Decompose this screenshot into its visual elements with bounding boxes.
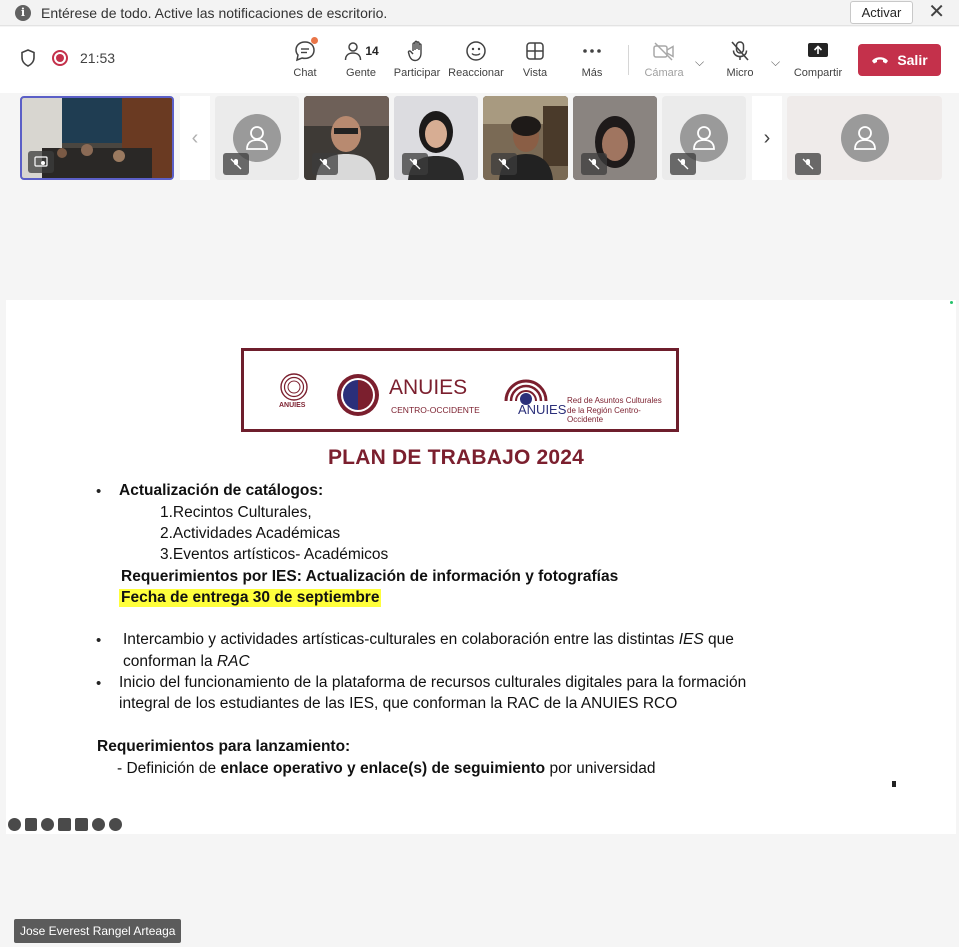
bullet2-line1-b: IES xyxy=(678,631,704,648)
logo-banner xyxy=(241,348,679,432)
anuies-main-label: ANUIES xyxy=(389,376,468,399)
bullet2-line1 xyxy=(123,631,734,649)
more-button[interactable] xyxy=(564,39,620,79)
mouse-cursor-icon xyxy=(892,781,896,787)
camera-button[interactable] xyxy=(636,39,692,79)
avatar xyxy=(841,114,889,162)
camera-off-icon xyxy=(652,39,676,63)
launch-a: - Definición de xyxy=(117,760,221,777)
rac-line2: de la Región Centro-Occidente xyxy=(567,406,641,424)
notification-bar xyxy=(0,0,959,26)
share-button[interactable] xyxy=(790,39,846,79)
more-icon xyxy=(582,39,602,63)
people-count: 14 xyxy=(365,44,379,58)
hand-icon xyxy=(407,39,427,63)
bullet2-line1-c: que xyxy=(703,631,734,648)
participant-tile[interactable] xyxy=(662,96,746,180)
bullet-dot: • xyxy=(96,632,102,649)
leave-label: Salir xyxy=(897,52,928,68)
unread-badge xyxy=(311,37,318,44)
mic-muted-icon xyxy=(581,153,607,175)
bullet-dot: • xyxy=(96,675,102,692)
launch-b: enlace operativo y enlace(s) de seguimiento xyxy=(220,760,546,777)
mic-label: Micro xyxy=(726,67,754,79)
shared-slide xyxy=(6,300,956,834)
bullet2-line2-a: conforman la xyxy=(123,653,217,670)
mic-options-chevron-icon[interactable]: ⌵ xyxy=(771,55,781,69)
people-icon xyxy=(343,41,363,61)
bullet-dot: • xyxy=(96,483,102,500)
raise-hand-label: Participar xyxy=(393,67,441,79)
slide-controls xyxy=(8,818,122,831)
status-indicator xyxy=(950,301,953,304)
launch-heading: Requerimientos para lanzamiento: xyxy=(97,738,351,755)
close-icon[interactable]: ✕ xyxy=(928,1,945,23)
mic-muted-icon xyxy=(670,153,696,175)
catalog-item: 2.Actividades Académicas xyxy=(160,525,341,542)
anuies-main-logo xyxy=(336,373,380,417)
zoom-icon[interactable] xyxy=(41,818,54,831)
content-share-icon xyxy=(28,151,54,173)
mic-muted-icon xyxy=(223,153,249,175)
recording-icon xyxy=(52,50,68,66)
info-icon: i xyxy=(15,5,31,21)
share-label: Compartir xyxy=(793,67,843,79)
previous-slide-icon[interactable] xyxy=(8,818,21,831)
participant-tile[interactable] xyxy=(787,96,942,180)
participant-tile[interactable] xyxy=(304,96,389,180)
anuies-logo-small xyxy=(276,371,312,401)
people-button[interactable] xyxy=(333,39,389,79)
participant-strip xyxy=(0,93,959,185)
meeting-toolbar xyxy=(0,27,959,93)
mic-muted-icon xyxy=(795,153,821,175)
bullet2-line2-b: RAC xyxy=(216,653,250,670)
presenter-name-tag: Jose Everest Rangel Arteaga xyxy=(14,919,181,943)
bullet2-line1-a: Intercambio y actividades artísticas-culturales en colaboración entre las distintas xyxy=(123,631,679,648)
requirements-ies-text: Requerimientos por IES: Actualización de información y fotografías xyxy=(121,568,619,585)
activate-button[interactable]: Activar xyxy=(850,1,913,24)
deadline-text: Fecha de entrega 30 de septiembre xyxy=(121,589,380,606)
mic-muted-icon xyxy=(402,153,428,175)
participant-tile[interactable] xyxy=(394,96,478,180)
mic-muted-icon xyxy=(312,153,338,175)
mic-off-icon xyxy=(729,39,751,63)
meeting-timer: 21:53 xyxy=(80,50,116,66)
mic-button[interactable] xyxy=(712,39,768,79)
previous-participants-chevron-icon[interactable]: ‹ xyxy=(180,96,210,180)
view-button[interactable] xyxy=(507,39,563,79)
participant-tile[interactable] xyxy=(573,96,657,180)
next-participants-chevron-icon[interactable]: › xyxy=(752,96,782,180)
people-label: Gente xyxy=(346,67,376,79)
next-slide-icon[interactable] xyxy=(109,818,122,831)
camera-label: Cámara xyxy=(644,67,684,79)
grid-icon xyxy=(525,39,545,63)
chat-button[interactable] xyxy=(277,39,333,79)
toolbar-divider xyxy=(628,45,629,75)
video-icon[interactable] xyxy=(75,818,88,831)
catalog-item: 1.Recintos Culturales, xyxy=(160,504,312,521)
catalog-item: 3.Eventos artísticos- Académicos xyxy=(160,546,389,563)
chat-label: Chat xyxy=(293,67,317,79)
more-label: Más xyxy=(581,67,603,79)
launch-line xyxy=(117,760,655,778)
bullet2-line2 xyxy=(123,653,250,671)
anuies-small-label: ANUIES xyxy=(279,402,306,409)
shield-icon[interactable] xyxy=(20,49,36,67)
notification-message: Entérese de todo. Active las notificaciones de escritorio. xyxy=(41,4,388,21)
phone-hangup-icon xyxy=(871,55,889,65)
react-label: Reaccionar xyxy=(448,67,504,79)
emoji-icon xyxy=(465,39,487,63)
participant-tile-room[interactable] xyxy=(20,96,174,180)
share-icon xyxy=(807,39,829,63)
more-options-icon[interactable] xyxy=(92,818,105,831)
mic-muted-icon xyxy=(491,153,517,175)
bullet3-line1: Inicio del funcionamiento de la plataforma de recursos culturales digitales para la formación xyxy=(119,674,747,691)
rac-logo-word: ANUIES xyxy=(518,402,567,417)
rac-line1: Red de Asuntos Culturales xyxy=(567,396,662,405)
bullet3-line2: integral de los estudiantes de las IES, que conforman la RAC de la ANUIES RCO xyxy=(119,695,678,712)
launch-c: por universidad xyxy=(545,760,656,777)
camera-options-chevron-icon[interactable]: ⌵ xyxy=(695,55,705,69)
leave-button[interactable] xyxy=(858,44,941,76)
view-label: Vista xyxy=(522,67,548,79)
participant-tile[interactable] xyxy=(483,96,568,180)
slide-title: PLAN DE TRABAJO 2024 xyxy=(327,446,585,469)
participant-tile[interactable] xyxy=(215,96,299,180)
bullet1-text: Actualización de catálogos: xyxy=(119,482,324,499)
pen-icon[interactable] xyxy=(25,818,37,831)
captions-icon[interactable] xyxy=(58,818,71,831)
react-button[interactable] xyxy=(448,39,504,79)
anuies-region-label: CENTRO-OCCIDENTE xyxy=(391,405,480,415)
raise-hand-button[interactable] xyxy=(389,39,445,79)
